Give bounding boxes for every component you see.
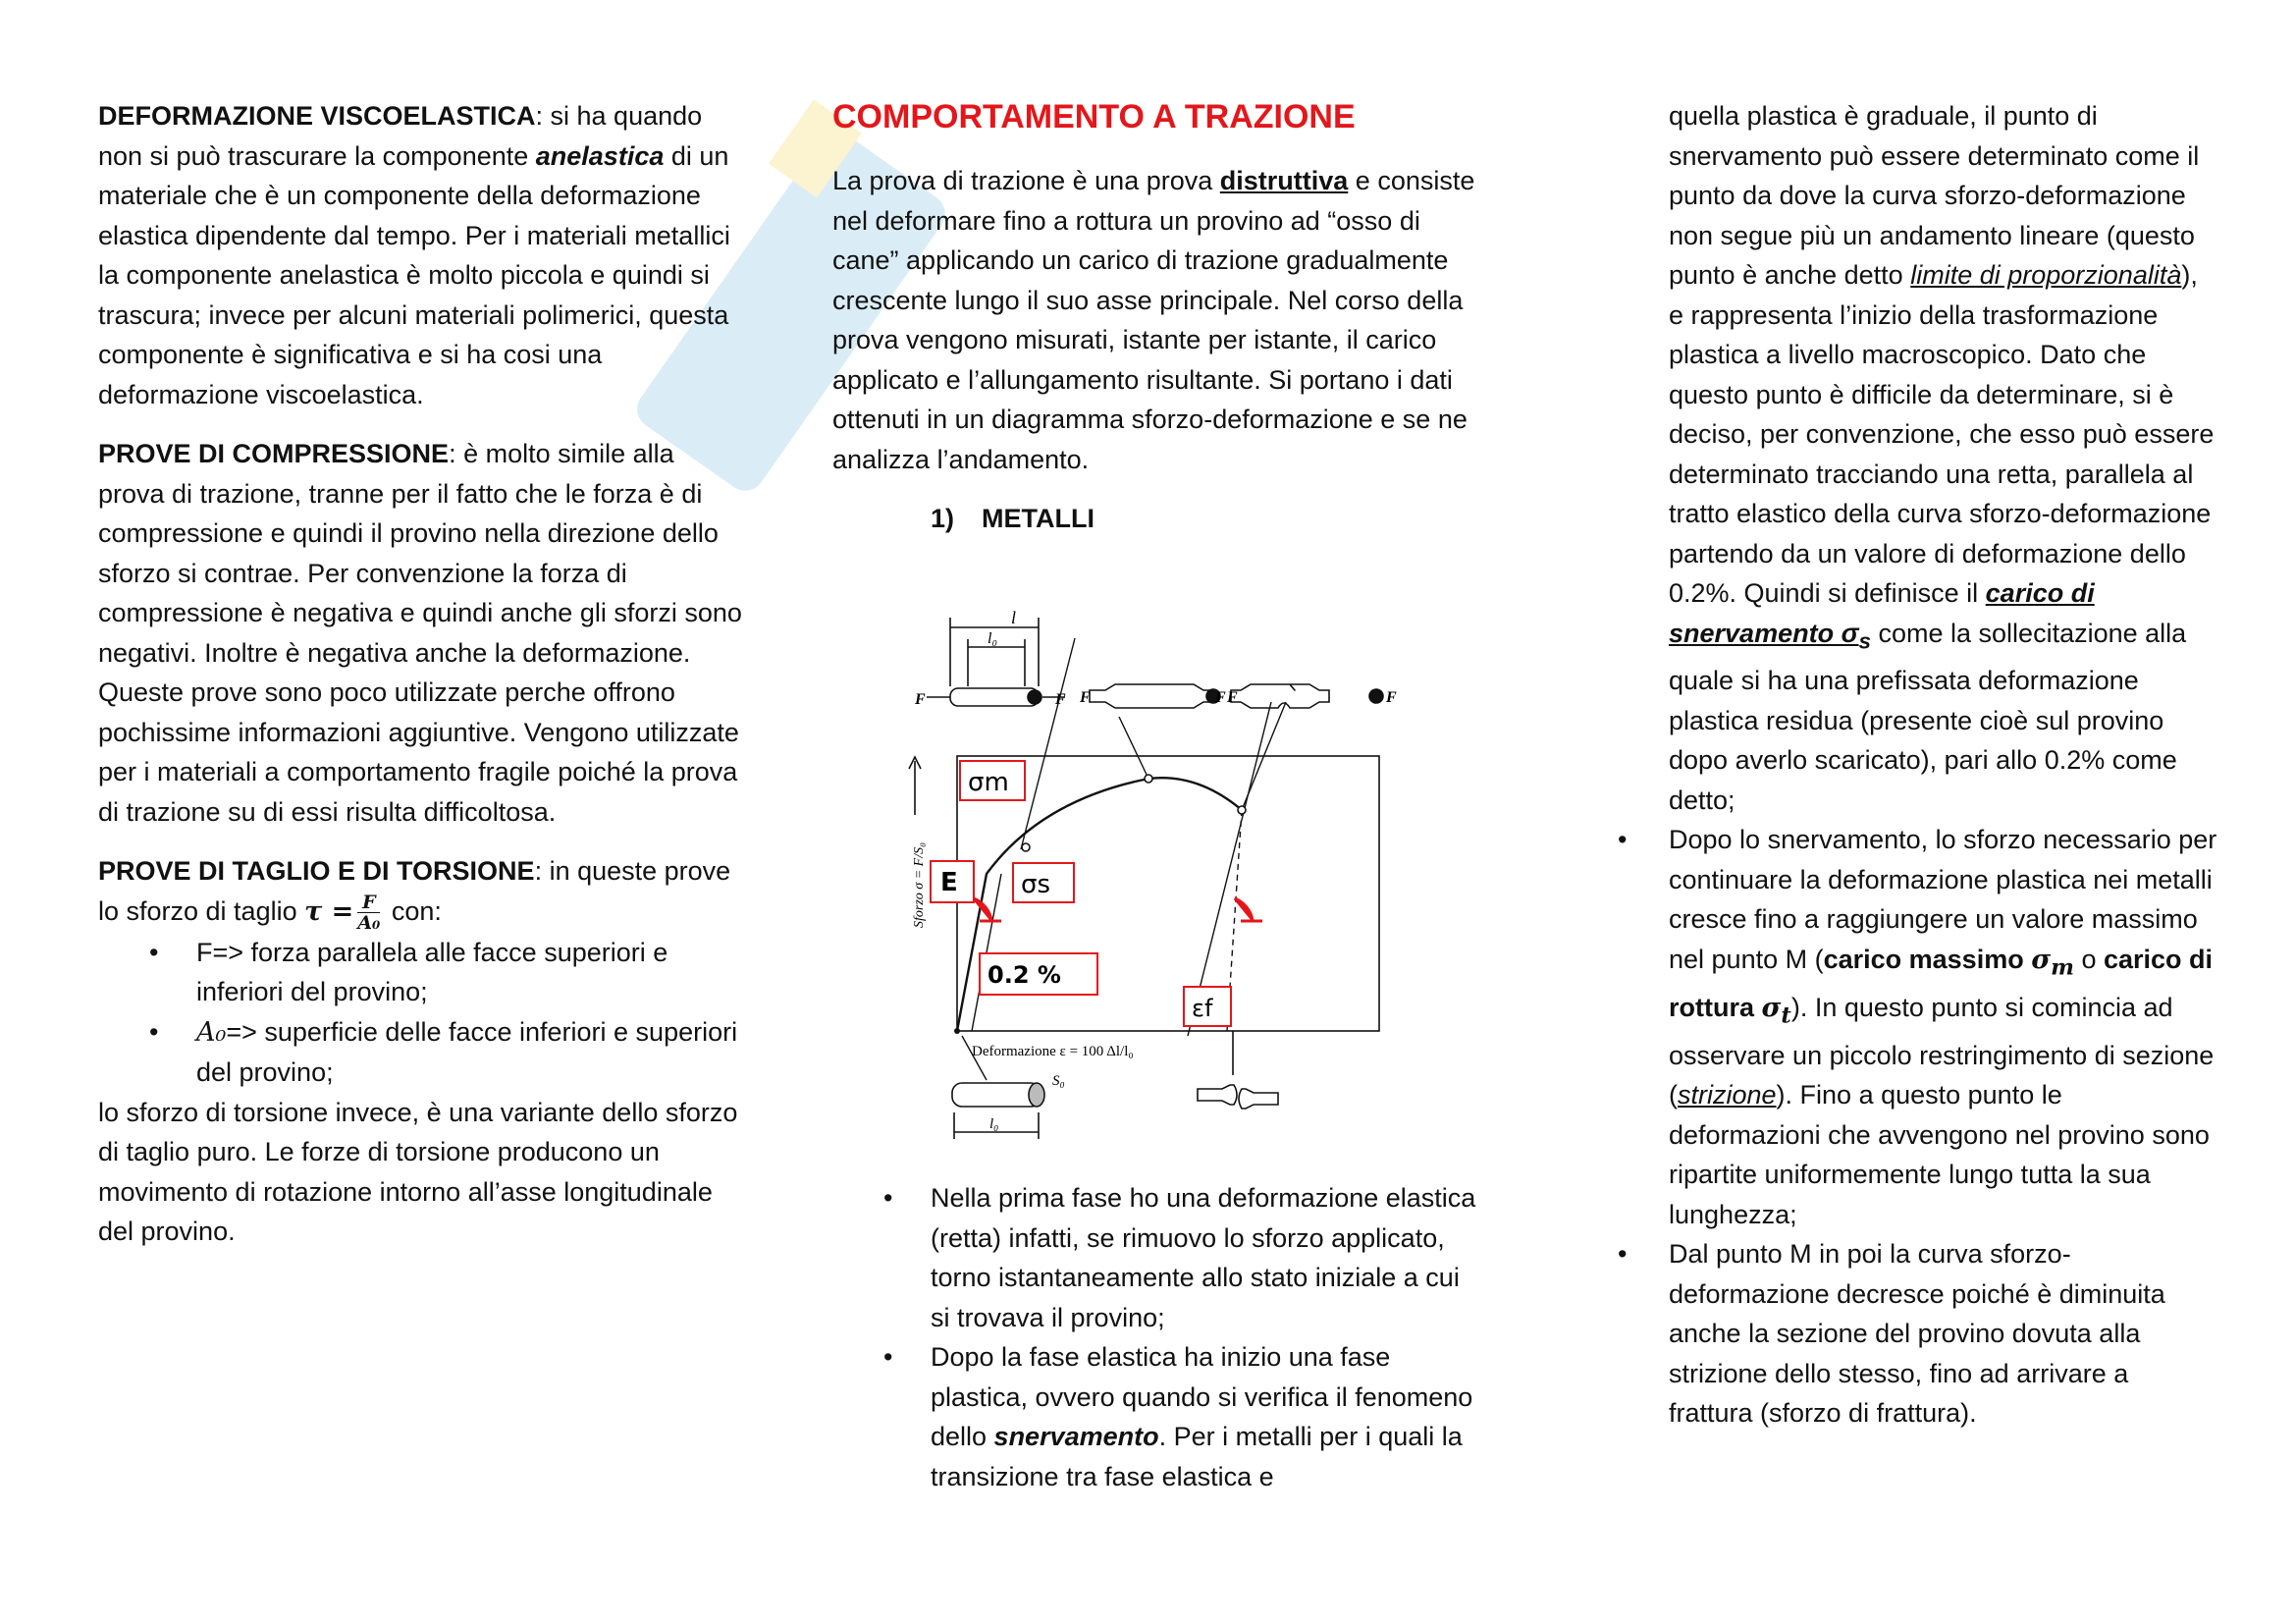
term-shear-torsion: PROVE DI TAGLIO E DI TORSIONE	[98, 856, 535, 886]
svg-text:εf: εf	[1192, 995, 1213, 1022]
label-l: l	[1011, 608, 1017, 627]
force-label: F	[915, 691, 926, 708]
emphasis-anelastica: anelastica	[535, 140, 665, 171]
force-label: F	[1080, 689, 1091, 706]
section-title: COMPORTAMENTO A TRAZIONE	[832, 98, 1356, 135]
underline-distruttiva: distruttiva	[1219, 166, 1349, 195]
tau-symbol: τ =	[304, 895, 354, 927]
label-box-sigma-s	[1013, 863, 1074, 902]
paragraph-shear-torsion: PROVE DI TAGLIO E DI TORSIONE: in queste prove lo sforzo di taglio τ = $\frac{F}{\text{A₀}}$ con:	[98, 856, 731, 934]
paragraph-viscoelastic: DEFORMAZIONE VISCOELASTICA: si ha quando non si può trascurare la componente anelastica di un materiale che è un componente della deformazione elastica dipendente dal tempo. Per i materiali metallici la componente anelastica è molto piccola e quindi si trascura; invece per alcuni materiali polimerici, questa componente è significativa e si ha cosi una deformazione viscoelastica.	[98, 101, 730, 409]
column-left	[98, 96, 746, 1272]
underline-carico-snervamento: carico di snervamento $\sigma_s$	[1669, 578, 2095, 653]
underline-strizione: strizione	[1678, 1080, 1777, 1110]
list-item: • A₀=> superficie delle facce inferiori e superiori del provino;	[149, 1016, 738, 1088]
point-yield	[1022, 843, 1030, 851]
shear-list	[98, 933, 746, 1093]
list-item: • Dopo la fase elastica ha inizio una fase plastica, ovvero quando si verifica il fenomeno dello snervamento. Per i metalli per i quali la transizione tra fase elastica e	[883, 1342, 1473, 1491]
svg-text:E: E	[940, 868, 958, 897]
paragraph-compression: PROVE DI COMPRESSIONE: è molto simile alla prova di trazione, tranne per il fatto che le forza è di compressione e quindi il provino nella direzione dello sforzo si contrae. Per convenzione la forza di compressione è negativa e quindi anche gli sforzi sono negativi. Inoltre è negativa anche la deformazione. Queste prove sono poco utilizzate perche offrono pochissime informazioni aggiuntive. Vengono utilizzate per i materiali a comportamento fragile poiché la prova di trazione su di essi risulta difficoltosa.	[98, 439, 742, 827]
formula-fraction: $\frac{F}{\text{A₀}}$	[357, 891, 381, 934]
list-item: • F=> forza parallela alle facce superiori e inferiori del provino;	[149, 937, 668, 1007]
label-box-eps-f	[1184, 987, 1231, 1026]
label-box-e	[931, 861, 974, 902]
point-origin	[954, 1028, 960, 1034]
force-label: F	[1055, 691, 1066, 708]
x-axis-label: Deformazione ε = 100 Δl/l₀	[972, 1044, 1134, 1059]
subheading-metalli: 1) METALLI	[931, 504, 1095, 533]
force-label: F	[1227, 689, 1238, 706]
yield-list	[1618, 820, 2218, 1433]
point-max	[1145, 775, 1152, 783]
list-item: • Nella prima fase ho una deformazione elastica (retta) infatti, se rimuovo lo sforzo applicato, torno istantaneamente allo stato iniziale a cui si trovava il provino;	[883, 1183, 1476, 1332]
force-label: F	[1386, 689, 1397, 706]
column-middle-bullets	[832, 1178, 1480, 1496]
column-right	[1618, 96, 2218, 1434]
emphasis-snervamento: snervamento	[993, 1422, 1159, 1451]
list-item: • Dopo lo snervamento, lo sforzo necessario per continuare la deformazione plastica nei metalli cresce fino a raggiungere un valore massimo nel punto M (carico massimo $\sigma_m$ o carico di rottura $\sigma_t$). In questo punto si comincia ad osservare un piccolo restringimento di sezione (strizione). Fino a questo punto le deformazioni che avvengono nel provino sono ripartite uniformemente lungo tutta la sua lunghezza;	[1618, 825, 2217, 1229]
term-compression: PROVE DI COMPRESSIONE	[98, 439, 450, 468]
underline-limite: limite di proporzionalità	[1910, 260, 2182, 290]
y-axis-label: Sforzo σ = F/S₀	[912, 842, 927, 928]
svg-text:0.2 %: 0.2 %	[988, 961, 1061, 989]
paragraph-torsion: lo sforzo di torsione invece, è una variante dello sforzo di taglio puro. Le forze di torsione producono un movimento di rotazione intorno all’asse longitudinale del provino.	[98, 1097, 738, 1247]
list-item: • Dal punto M in poi la curva sforzo-deformazione decresce poiché è diminuita anche la sezione del provino dovuta alla strizione dello stesso, fino ad arrivare a frattura (sforzo di frattura).	[1618, 1239, 2165, 1429]
stress-strain-figure	[903, 604, 1414, 1154]
label-box-sigma-m	[960, 761, 1025, 800]
metalli-list	[832, 1178, 1480, 1496]
label-box-0-2-pct	[980, 953, 1097, 995]
paragraph-tensile-intro: La prova di trazione è una prova distruttiva e consiste nel deformare fino a rottura un provino ad “osso di cane” applicando un carico di trazione gradualmente crescente lungo il suo asse principale. Nel corso della prova vengono misurati, istante per istante, il carico applicato e l’allungamento risultante. Si portano i dati ottenuti in un diagramma sforzo-deformazione e se ne analizza l’andamento.	[832, 166, 1475, 474]
label-l0: l₀	[988, 630, 998, 647]
label-s0: S₀	[1052, 1073, 1065, 1089]
label-l0-bottom: l₀	[989, 1116, 999, 1132]
svg-text:σm: σm	[968, 768, 1009, 797]
paragraph-yield: quella plastica è graduale, il punto di snervamento può essere determinato come il punto da dove la curva sforzo-deformazione non segue più un andamento lineare (questo punto è anche detto limite di proporzionalità), e rappresenta l’inizio della trasformazione plastica a livello macroscopico. Dato che questo punto è difficile da determinare, si è deciso, per convenzione, che esso può essere determinato tracciando una retta, parallela al tratto elastico della curva sforzo-deformazione partendo da un valore di deformazione dello 0.2%. Quindi si definisce il carico di snervamento $\sigma_s$ come la sollecitazione alla quale si ha una prefissata deformazione plastica residua (presente cioè sul provino dopo averlo scaricato), pari allo 0.2% come detto;	[1669, 101, 2215, 815]
svg-text:σs: σs	[1021, 870, 1051, 899]
force-label: F	[1215, 689, 1226, 706]
column-middle	[832, 90, 1480, 551]
term-viscoelastic: DEFORMAZIONE VISCOELASTICA	[98, 101, 536, 131]
point-fracture	[1238, 806, 1246, 814]
